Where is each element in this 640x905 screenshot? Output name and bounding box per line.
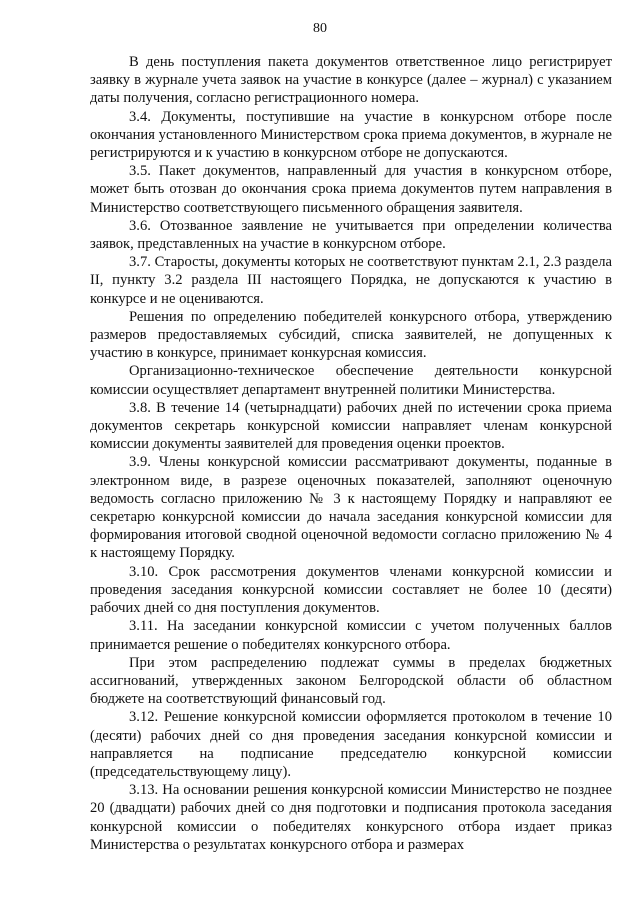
paragraph-3-13: 3.13. На основании решения конкурсной комиссии Министерство не позднее 20 (двадцати) рабочих дней со дня подготовки и подписания протокола заседания конкурсной комиссии о победителях конкурсного отбора издает приказ Министерства о результатах конкурсного отбора и размерах xyxy=(90,782,612,853)
paragraph-registration-day: В день поступления пакета документов ответственное лицо регистрирует заявку в журнале учета заявок на участие в конкурсе (далее – журнал) с указанием даты получения, согласно регистрационного номера. xyxy=(90,54,612,107)
document-body xyxy=(90,53,612,854)
paragraph-organizational-support: Организационно-техническое обеспечение деятельности конкурсной комиссии осуществляет департамент внутренней политики Министерства. xyxy=(90,363,612,398)
paragraph-3-5: 3.5. Пакет документов, направленный для участия в конкурсном отборе, может быть отозван до окончания срока приема документов путем направления в Министерство соответствующего письменного обращения заявителя. xyxy=(90,163,612,216)
paragraph-commission-decisions: Решения по определению победителей конкурсного отбора, утверждению размеров предоставляемых субсидий, списка заявителей, не допущенных к участию в конкурсе, принимает конкурсная комиссия. xyxy=(90,308,612,362)
paragraph-3-8: 3.8. В течение 14 (четырнадцати) рабочих дней по истечении срока приема документов секретарь конкурсной комиссии направляет членам конкурсной комиссии документы заявителей для проведения оценки проектов. xyxy=(90,399,612,453)
paragraph-3-9: 3.9. Члены конкурсной комиссии рассматривают документы, поданные в электронном виде, в разрезе оценочных показателей, заполняют оценочную ведомость согласно приложению № 3 к настоящему Порядку и направляют ее секретарю конкурсной комиссии до начала заседания конкурсной комиссии для формирования итоговой сводной оценочной ведомости согласно приложению № 4 к настоящему Порядку. xyxy=(90,454,612,562)
paragraph-3-7: 3.7. Старосты, документы которых не соответствуют пунктам 2.1, 2.3 раздела II, пункту 3.2 раздела III настоящего Порядка, не допускаются к участию в конкурсе и не оцениваются. xyxy=(90,254,612,307)
paragraph-3-6: 3.6. Отозванное заявление не учитывается при определении количества заявок, представленных на участие в конкурсном отборе. xyxy=(90,217,612,253)
paragraph-3-4: 3.4. Документы, поступившие на участие в конкурсном отборе после окончания установленного Министерством срока приема документов, в журнале не регистрируются и к участию в конкурсном отборе не допускаются. xyxy=(90,108,612,162)
paragraph-budget-distribution: При этом распределению подлежат суммы в пределах бюджетных ассигнований, утвержденных законом Белгородской области об областном бюджете на соответствующий финансовый год. xyxy=(90,654,612,708)
paragraph-3-12: 3.12. Решение конкурсной комиссии оформляется протоколом в течение 10 (десяти) рабочих дней со дня проведения заседания конкурсной комиссии и направляется на подписание председателю конкурсной комиссии (председательствующему лицу). xyxy=(90,709,612,780)
page-number: 80 xyxy=(313,21,327,36)
paragraph-3-10: 3.10. Срок рассмотрения документов членами конкурсной комиссии и проведения заседания конкурсной комиссии составляет не более 10 (десяти) рабочих дней со дня поступления документов. xyxy=(90,563,612,617)
paragraph-3-11: 3.11. На заседании конкурсной комиссии с учетом полученных баллов принимается решение о победителях конкурсного отбора. xyxy=(90,618,612,653)
